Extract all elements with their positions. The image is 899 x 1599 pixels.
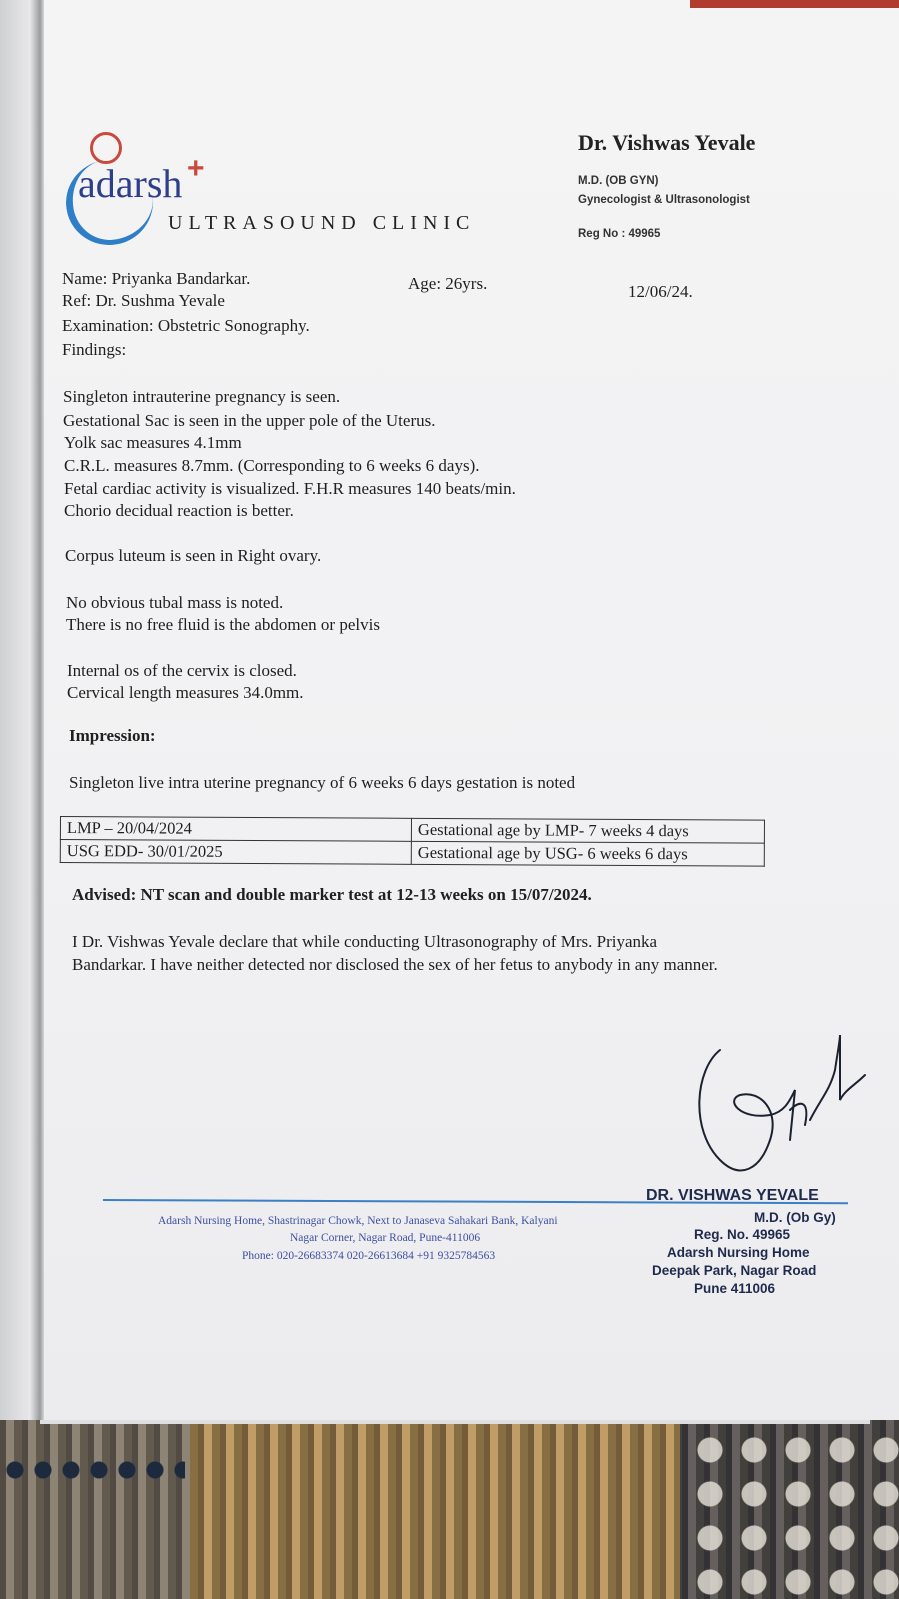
doctor-degree: M.D. (OB GYN) [578,175,659,187]
logo-word: adarsh [78,161,183,206]
finding-line: Fetal cardiac activity is visualized. F.H.R measures 140 beats/min. [64,479,516,498]
table-cell: USG EDD- 30/01/2025 [60,840,411,865]
advised-note: Advised: NT scan and double marker test at 12-13 weeks on 15/07/2024. [72,885,592,904]
table-cell: Gestational age by LMP- 7 weeks 4 days [411,818,764,843]
footer-phone: Phone: 020-26683374 020-26613684 +91 9325784563 [242,1250,496,1262]
finding-line: Chorio decidual reaction is better. [64,501,294,520]
finding-line: Internal os of the cervix is closed. [67,661,297,680]
stamp-reg: Reg. No. 49965 [694,1227,791,1242]
footer-address-line: Nagar Corner, Nagar Road, Pune-411006 [290,1232,481,1244]
table-row [60,840,764,867]
examination: Examination: Obstetric Sonography. [62,316,310,335]
declaration-line: Bandarkar. I have neither detected nor disclosed the sex of her fetus to anybody in any manner. [72,955,718,974]
logo-plus-icon: + [187,152,205,185]
finding-line: Cervical length measures 34.0mm. [67,683,304,702]
fabric-pattern [5,1450,185,1490]
finding-line: No obvious tubal mass is noted. [66,593,284,612]
findings-label: Findings: [62,340,127,359]
impression-label: Impression: [69,726,156,745]
footer-address-line: Adarsh Nursing Home, Shastrinagar Chowk, Next to Janaseva Sahakari Bank, Kalyani [158,1215,558,1227]
finding-line: Yolk sac measures 4.1mm [64,433,242,452]
clinic-name: ULTRASOUND CLINIC [168,212,476,234]
top-edge-strip [690,0,899,8]
finding-line: Singleton intrauterine pregnancy is seen. [63,387,341,406]
table-cell: Gestational age by USG- 6 weeks 6 days [411,841,764,866]
finding-line: C.R.L. measures 8.7mm. (Corresponding to 6 weeks 6 days). [64,456,480,475]
binder-edge [0,0,44,1420]
fabric-pattern-right [690,1430,899,1599]
finding-line: There is no free fluid is the abdomen or pelvis [66,615,380,634]
gestational-age-table [60,816,765,867]
patient-age: Age: 26yrs. [408,274,488,293]
doctor-name: Dr. Vishwas Yevale [578,130,756,155]
doctor-signature [690,1030,870,1190]
declaration-line: I Dr. Vishwas Yevale declare that while conducting Ultrasonography of Mrs. Priyanka [72,932,658,951]
stamp-degree: M.D. (Ob Gy) [754,1210,836,1225]
stamp-city: Pune 411006 [694,1281,776,1296]
patient-name: Name: Priyanka Bandarkar. [62,269,251,288]
referring-doctor: Ref: Dr. Sushma Yevale [62,291,225,310]
finding-line: Gestational Sac is seen in the upper pole of the Uterus. [63,411,436,430]
report-date: 12/06/24. [628,282,693,301]
stamp-place: Adarsh Nursing Home [667,1245,810,1260]
stamp-street: Deepak Park, Nagar Road [652,1263,817,1278]
stamp-name: DR. VISHWAS YEVALE [646,1187,819,1204]
table-cell: LMP – 20/04/2024 [60,817,411,842]
doctor-role: Gynecologist & Ultrasonologist [578,194,750,206]
finding-line: Corpus luteum is seen in Right ovary. [65,546,322,565]
reg-number: Reg No : 49965 [578,228,661,240]
impression-text: Singleton live intra uterine pregnancy of 6 weeks 6 days gestation is noted [69,773,576,792]
